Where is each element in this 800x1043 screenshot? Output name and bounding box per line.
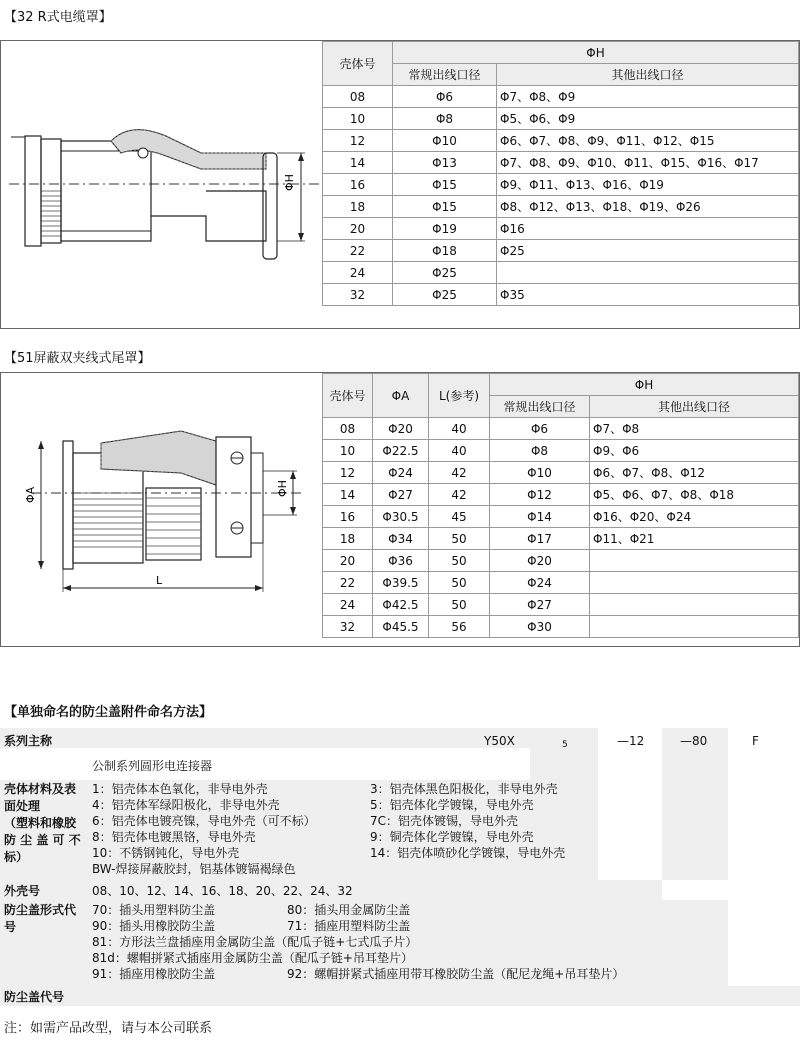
header-l: L(参考) [429, 374, 490, 418]
other-cell: Φ9、Φ11、Φ13、Φ16、Φ19 [497, 174, 799, 196]
regular-cell: Φ13 [393, 152, 497, 174]
section1-table [322, 41, 799, 306]
shielded-clamp-tail-drawing [1, 373, 321, 646]
other-cell: Φ6、Φ7、Φ8、Φ9、Φ11、Φ12、Φ15 [497, 130, 799, 152]
table-row [323, 528, 799, 550]
shell-cell: 24 [323, 262, 393, 284]
other-cell: Φ16 [497, 218, 799, 240]
phi-a-cell: Φ45.5 [373, 616, 429, 638]
material-option: 4：铝壳体军绿阳极化，非导电外壳 [92, 798, 280, 812]
l-cell: 50 [429, 572, 490, 594]
material-right-list [370, 781, 565, 861]
other-cell [590, 572, 799, 594]
code-part-cover: F [752, 734, 759, 748]
shell-cell: 10 [323, 108, 393, 130]
regular-cell: Φ10 [393, 130, 497, 152]
section1-dim-h: ΦH [283, 174, 296, 191]
shell-label: 外壳号 [4, 884, 41, 898]
phi-a-cell: Φ42.5 [373, 594, 429, 616]
phi-a-cell: Φ36 [373, 550, 429, 572]
phi-a-cell: Φ30.5 [373, 506, 429, 528]
r-type-cable-cover-drawing [1, 41, 321, 328]
table-row [323, 418, 799, 440]
l-cell: 56 [429, 616, 490, 638]
other-cell [590, 616, 799, 638]
regular-cell: Φ6 [393, 86, 497, 108]
table-row [323, 550, 799, 572]
series-label: 系列主称 [4, 734, 53, 748]
code-col-band-2 [662, 728, 728, 880]
phi-a-cell: Φ27 [373, 484, 429, 506]
series-band [0, 728, 530, 748]
material-option: 10：不锈钢钝化，导电外壳 [92, 846, 240, 860]
regular-cell: Φ14 [490, 506, 590, 528]
l-cell: 50 [429, 550, 490, 572]
table-row [323, 594, 799, 616]
shell-cell: 22 [323, 572, 373, 594]
cap-label: 防尘盖形式代 号 [4, 903, 77, 934]
cap-option: 70：插头用塑料防尘盖 [92, 903, 216, 917]
regular-cell: Φ30 [490, 616, 590, 638]
phi-a-cell: Φ34 [373, 528, 429, 550]
other-cell [497, 262, 799, 284]
cap-option: 90：插头用橡胶防尘盖 [92, 919, 216, 933]
other-cell: Φ5、Φ6、Φ7、Φ8、Φ18 [590, 484, 799, 506]
table-row [323, 572, 799, 594]
other-cell: Φ8、Φ12、Φ13、Φ18、Φ19、Φ26 [497, 196, 799, 218]
l-cell: 42 [429, 484, 490, 506]
regular-cell: Φ17 [490, 528, 590, 550]
other-cell: Φ7、Φ8 [590, 418, 799, 440]
cover-code-label: 防尘盖代号 [4, 990, 65, 1004]
other-cell: Φ25 [497, 240, 799, 262]
table-row [323, 462, 799, 484]
shell-cell: 10 [323, 440, 373, 462]
shell-cell: 14 [323, 152, 393, 174]
shell-cell: 22 [323, 240, 393, 262]
shell-cell: 32 [323, 284, 393, 306]
regular-cell: Φ15 [393, 196, 497, 218]
cap-option: 71：插座用塑料防尘盖 [287, 919, 411, 933]
material-option: 9：铜壳体化学镀镍，导电外壳 [370, 830, 534, 844]
cap-right-list [287, 902, 624, 982]
l-cell: 45 [429, 506, 490, 528]
table-row [323, 196, 799, 218]
header-shell: 壳体号 [323, 374, 373, 418]
header-other: 其他出线口径 [590, 396, 799, 418]
table-row [323, 130, 799, 152]
shell-cell: 14 [323, 484, 373, 506]
table-row [323, 86, 799, 108]
other-cell: Φ5、Φ6、Φ9 [497, 108, 799, 130]
regular-cell: Φ25 [393, 284, 497, 306]
table-row [323, 108, 799, 130]
phi-a-cell: Φ39.5 [373, 572, 429, 594]
cap-option: 81d：螺帽拼紧式插座用金属防尘盖（配瓜子链+吊耳垫片） [92, 951, 413, 965]
section2-dim-l: L [156, 574, 163, 587]
other-cell: Φ7、Φ8、Φ9、Φ10、Φ11、Φ15、Φ16、Φ17 [497, 152, 799, 174]
material-option: 5：铝壳体化学镀镍，导电外壳 [370, 798, 534, 812]
l-cell: 50 [429, 594, 490, 616]
material-option: 7C：铝壳体镀锡，导电外壳 [370, 814, 519, 828]
l-cell: 40 [429, 418, 490, 440]
table-row [323, 262, 799, 284]
table-row [323, 152, 799, 174]
header-regular: 常规出线口径 [393, 64, 497, 86]
code-col-band [530, 728, 598, 780]
material-label: 壳体材料及表 面处理 （塑料和橡胶 防 尘 盖 可 不 标） [4, 782, 81, 864]
material-option: 1：铝壳体本色氧化，非导电外壳 [92, 782, 268, 796]
header-phi-a: ΦA [373, 374, 429, 418]
other-cell: Φ16、Φ20、Φ24 [590, 506, 799, 528]
other-cell: Φ6、Φ7、Φ8、Φ12 [590, 462, 799, 484]
table-row [323, 484, 799, 506]
regular-cell: Φ8 [490, 440, 590, 462]
table-row [323, 174, 799, 196]
material-option: 8：铝壳体电镀黑铬，导电外壳 [92, 830, 256, 844]
shell-cell: 16 [323, 506, 373, 528]
regular-cell: Φ20 [490, 550, 590, 572]
table-row [323, 440, 799, 462]
section2-title: 【51屏蔽双夹线式尾罩】 [4, 351, 151, 366]
regular-cell: Φ19 [393, 218, 497, 240]
naming-title: 【单独命名的防尘盖附件命名方法】 [4, 705, 213, 720]
code-part-cap: —80 [680, 734, 708, 748]
material-option: 3：铝壳体黑色阳极化，非导电外壳 [370, 782, 558, 796]
other-cell: Φ9、Φ6 [590, 440, 799, 462]
table-row [323, 616, 799, 638]
l-cell: 40 [429, 440, 490, 462]
section2-dim-h: ΦH [276, 480, 289, 497]
l-cell: 42 [429, 462, 490, 484]
header-other: 其他出线口径 [497, 64, 799, 86]
shell-values: 08、10、12、14、16、18、20、22、24、32 [92, 884, 353, 898]
regular-cell: Φ25 [393, 262, 497, 284]
series-desc: 公制系列圆形电连接器 [92, 759, 213, 773]
section2-panel [0, 372, 800, 647]
header-phi-h: ΦH [490, 374, 799, 396]
regular-cell: Φ8 [393, 108, 497, 130]
shell-cell: 24 [323, 594, 373, 616]
material-left-list [92, 781, 316, 877]
other-cell [590, 594, 799, 616]
regular-cell: Φ10 [490, 462, 590, 484]
header-regular: 常规出线口径 [490, 396, 590, 418]
code-part-series: Y50X [484, 734, 515, 748]
section1-panel [0, 40, 800, 329]
shell-cell: 16 [323, 174, 393, 196]
material-option: 6：铝壳体电镀亮镍，导电外壳（可不标） [92, 814, 316, 828]
phi-a-cell: Φ22.5 [373, 440, 429, 462]
shell-cell: 08 [323, 86, 393, 108]
table-row [323, 506, 799, 528]
material-option: 14：铝壳体喷砂化学镀镍，导电外壳 [370, 846, 566, 860]
shell-cell: 12 [323, 462, 373, 484]
cap-option: 80：插头用金属防尘盖 [287, 903, 411, 917]
cap-option: 81：方形法兰盘插座用金属防尘盖（配瓜子链+七式瓜子片） [92, 935, 418, 949]
shell-cell: 12 [323, 130, 393, 152]
shell-cell: 08 [323, 418, 373, 440]
footnote: 注：如需产品改型，请与本公司联系 [4, 1021, 213, 1036]
material-option: BW-焊接屏蔽胶封，铝基体镀镉褐绿色 [92, 862, 296, 876]
table-row [323, 240, 799, 262]
code-part-shell: —12 [617, 734, 645, 748]
regular-cell: Φ27 [490, 594, 590, 616]
shell-cell: 18 [323, 196, 393, 218]
table-row [323, 218, 799, 240]
phi-a-cell: Φ20 [373, 418, 429, 440]
header-phi-h: ΦH [393, 42, 799, 64]
shell-cell: 20 [323, 218, 393, 240]
other-cell [590, 550, 799, 572]
shell-cell: 32 [323, 616, 373, 638]
shell-cell: 18 [323, 528, 373, 550]
other-cell: Φ7、Φ8、Φ9 [497, 86, 799, 108]
regular-cell: Φ24 [490, 572, 590, 594]
section1-title: 【32 R式电缆罩】 [4, 10, 112, 25]
cover-code-band [0, 986, 800, 1006]
other-cell: Φ35 [497, 284, 799, 306]
phi-a-cell: Φ24 [373, 462, 429, 484]
cap-option: 92：螺帽拼紧式插座用带耳橡胶防尘盖（配尼龙绳+吊耳垫片） [287, 967, 625, 981]
shell-cell: 20 [323, 550, 373, 572]
section2-dim-a: ΦA [24, 486, 37, 503]
regular-cell: Φ6 [490, 418, 590, 440]
section2-table [322, 373, 799, 638]
cap-option: 91：插座用橡胶防尘盖 [92, 967, 216, 981]
regular-cell: Φ12 [490, 484, 590, 506]
l-cell: 50 [429, 528, 490, 550]
other-cell: Φ11、Φ21 [590, 528, 799, 550]
table-row [323, 284, 799, 306]
regular-cell: Φ15 [393, 174, 497, 196]
code-part-material: 5 [562, 740, 568, 750]
regular-cell: Φ18 [393, 240, 497, 262]
header-shell: 壳体号 [323, 42, 393, 86]
